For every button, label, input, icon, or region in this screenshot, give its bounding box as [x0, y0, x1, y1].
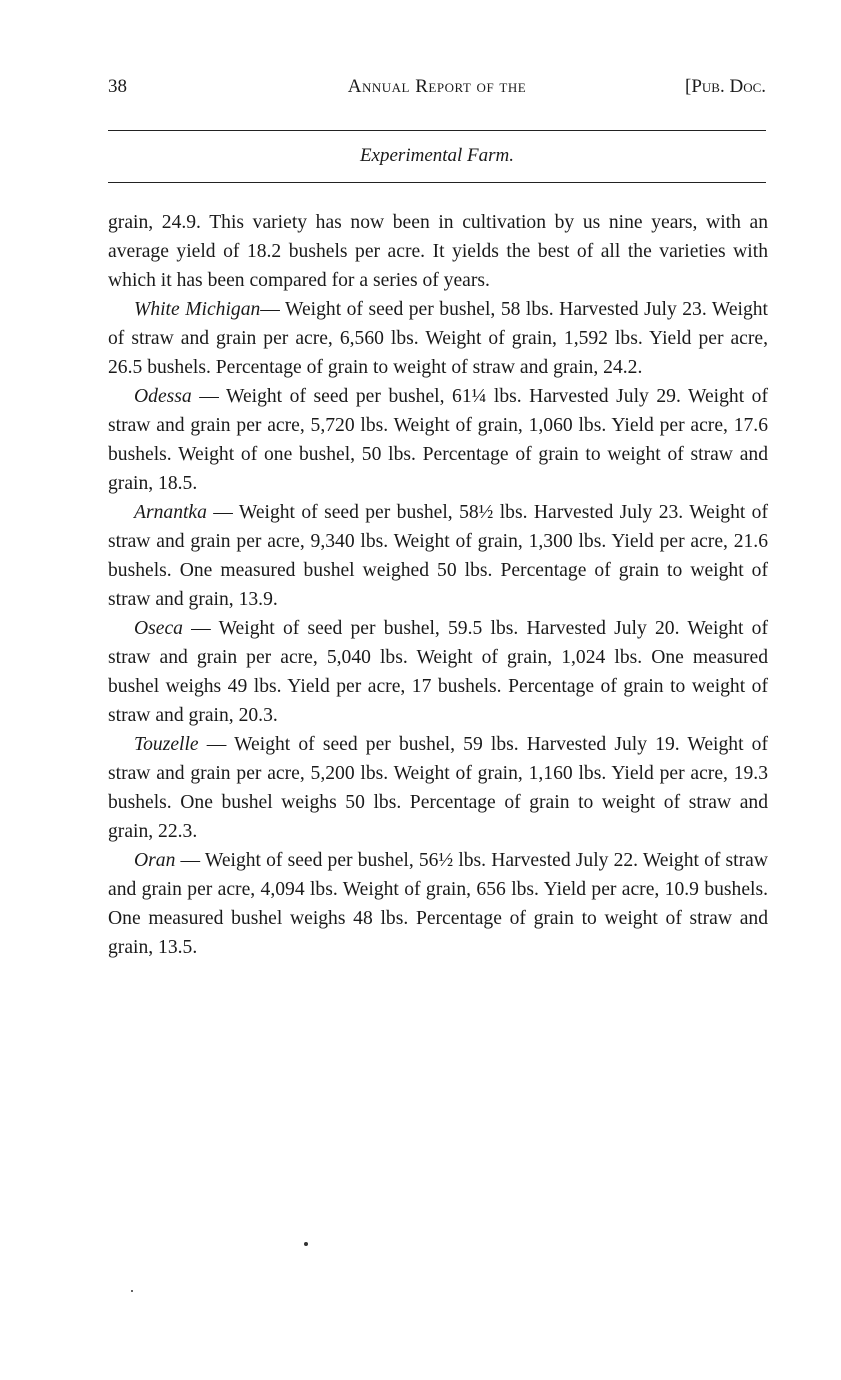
variety-entry-arnantka — [108, 498, 768, 614]
variety-entry-odessa — [108, 382, 768, 498]
paragraph-text: — Weight of seed per bushel, 58½ lbs. Harvested July 23. Weight of straw and grain per acre, 9,340 lbs. Weight of grain, 1,300 lbs. Yield per acre, 21.6 bushels. One measured bushel weighed 50 lbs. Percentage of grain to weight of straw and grain, 13.9. — [108, 502, 768, 610]
variety-entry-oseca — [108, 614, 768, 730]
variety-name: Odessa — [134, 386, 192, 407]
print-speck — [131, 1290, 133, 1292]
page-number: 38 — [108, 76, 127, 97]
variety-name: Oran — [134, 850, 176, 871]
paragraph-continuation — [108, 208, 768, 295]
variety-entry-oran — [108, 846, 768, 962]
paragraph-text: — Weight of seed per bushel, 58 lbs. Harvested July 23. Weight of straw and grain per acre, 6,560 lbs. Weight of grain, 1,592 lbs. Yield per acre, 26.5 bushels. Percentage of grain to weight of straw and grain, 24.2. — [108, 299, 768, 378]
header-rule-top — [108, 130, 766, 131]
section-title: Experimental Farm. — [359, 145, 515, 166]
header-rule-bottom — [108, 182, 766, 183]
paragraph-text: — Weight of seed per bushel, 59 lbs. Harvested July 19. Weight of straw and grain per acre, 5,200 lbs. Weight of grain, 1,160 lbs. Yield per acre, 19.3 bushels. One bushel weighs 50 lbs. Percentage of grain to weight of straw and grain, 22.3. — [108, 734, 768, 842]
paragraph-text: grain, 24.9. This variety has now been in cultivation by us nine years, with an average yield of 18.2 bushels per acre. It yields the best of all the varieties with which it has been compared for a series of years. — [108, 212, 768, 291]
print-speck — [304, 1242, 308, 1246]
variety-entry-touzelle — [108, 730, 768, 846]
paragraph-text: — Weight of seed per bushel, 56½ lbs. Harvested July 22. Weight of straw and grain per acre, 4,094 lbs. Weight of grain, 656 lbs. Yield per acre, 10.9 bushels. One measured bushel weighs 48 lbs. Percentage of grain to weight of straw and grain, 13.5. — [108, 850, 768, 958]
variety-name: Arnantka — [134, 502, 207, 523]
document-label: [Pub. Doc. — [685, 76, 766, 97]
running-title: Annual Report of the — [347, 76, 527, 97]
variety-name: Touzelle — [134, 734, 199, 755]
variety-name: Oseca — [134, 618, 183, 639]
paragraph-text: — Weight of seed per bushel, 59.5 lbs. Harvested July 20. Weight of straw and grain per acre, 5,040 lbs. Weight of grain, 1,024 lbs. One measured bushel weighs 49 lbs. Yield per acre, 17 bushels. Percentage of grain to weight of straw and grain, 20.3. — [108, 618, 768, 726]
body-text — [108, 208, 768, 962]
variety-name: White Michigan — [134, 299, 261, 320]
paragraph-text: — Weight of seed per bushel, 61¼ lbs. Harvested July 29. Weight of straw and grain per acre, 5,720 lbs. Weight of grain, 1,060 lbs. Yield per acre, 17.6 bushels. Weight of one bushel, 50 lbs. Percentage of grain to weight of straw and grain, 18.5. — [108, 386, 768, 494]
variety-entry-white-michigan — [108, 295, 768, 382]
page-header — [108, 76, 766, 104]
